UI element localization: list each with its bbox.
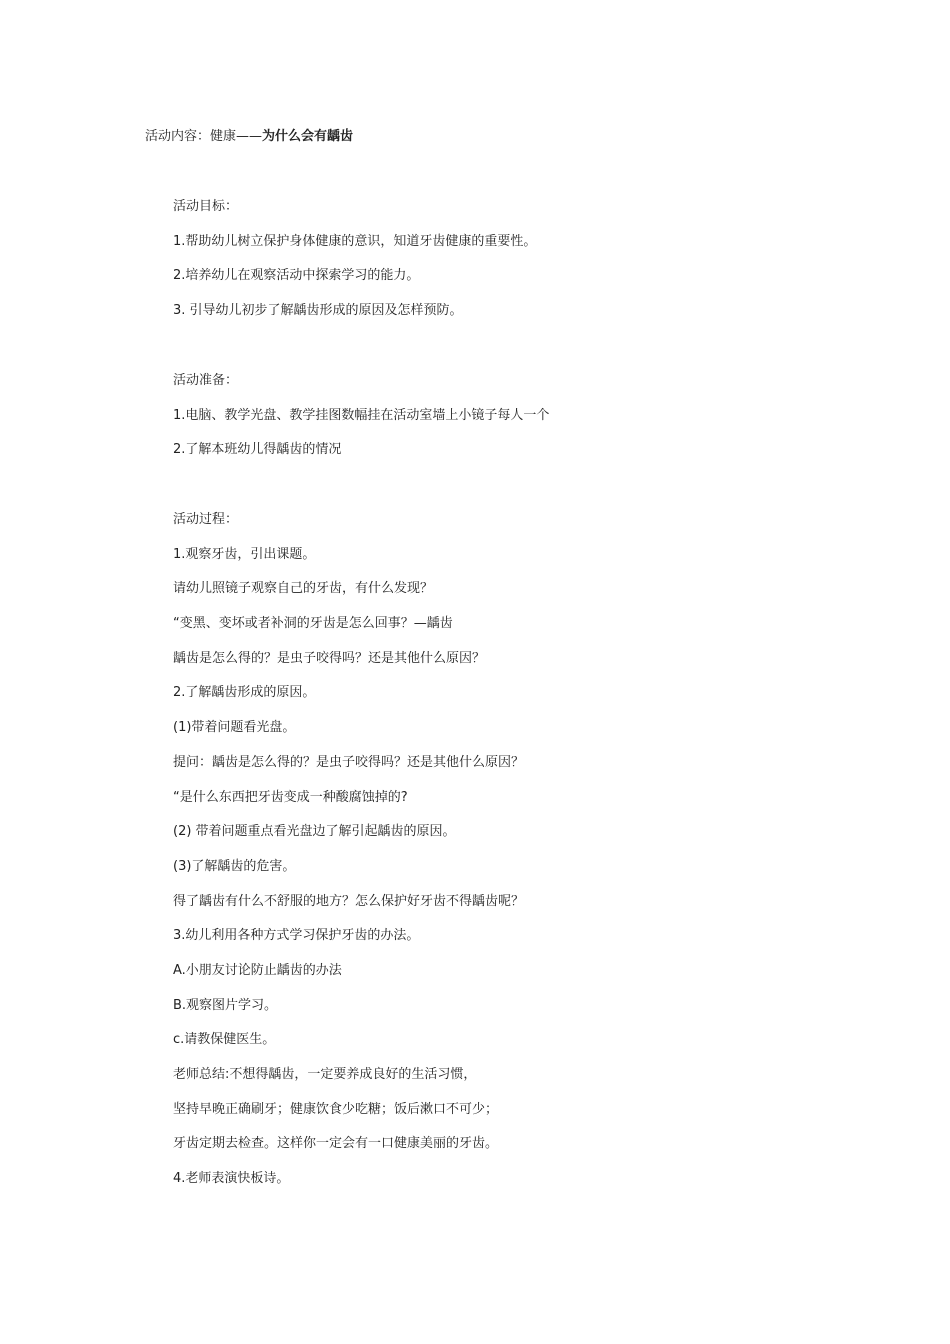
process-item: 请幼儿照镜子观察自己的牙齿，有什么发现？ <box>173 581 434 597</box>
goals-section <box>173 197 893 336</box>
process-item: (2) 带着问题重点看光盘边了解引起龋齿的原因。 <box>173 824 456 840</box>
process-item: 龋齿是怎么得的？是虫子咬得吗？还是其他什么原因？ <box>173 650 486 666</box>
process-item: 1.观察牙齿，引出课题。 <box>173 546 316 562</box>
preparation-item: 1.电脑、教学光盘、教学挂图数幅挂在活动室墙上小镜子每人一个 <box>173 407 550 423</box>
process-item: 提问：龋齿是怎么得的？是虫子咬得吗？还是其他什么原因？ <box>173 754 525 770</box>
process-heading: 活动过程： <box>173 512 239 527</box>
preparation-item: 2.了解本班幼儿得龋齿的情况 <box>173 442 342 458</box>
title-topic: 为什么会有龋齿 <box>262 129 354 144</box>
process-item: 牙齿定期去检查。这样你一定会有一口健康美丽的牙齿。 <box>173 1136 499 1152</box>
goal-item: 1.帮助幼儿树立保护身体健康的意识，知道牙齿健康的重要性。 <box>173 233 537 249</box>
process-item: (1)带着问题看光盘。 <box>173 720 296 736</box>
goals-heading: 活动目标： <box>173 199 239 214</box>
preparation-section <box>173 371 893 475</box>
process-item: 2.了解龋齿形成的原因。 <box>173 685 316 701</box>
preparation-heading: 活动准备： <box>173 373 239 388</box>
process-item: B.观察图片学习。 <box>173 997 278 1013</box>
process-item: “是什么东西把牙齿变成一种酸腐蚀掉的? <box>173 789 408 805</box>
process-item: 得了龋齿有什么不舒服的地方？怎么保护好牙齿不得龋齿呢？ <box>173 893 525 909</box>
title-prefix: 活动内容：健康—— <box>145 129 263 144</box>
process-item: 老师总结:不想得龋齿，一定要养成良好的生活习惯， <box>173 1067 477 1082</box>
process-item: (3)了解龋齿的危害。 <box>173 858 296 874</box>
page-title <box>145 127 353 147</box>
process-item: 4.老师表演快板诗。 <box>173 1171 290 1187</box>
goal-item: 2.培养幼儿在观察活动中探索学习的能力。 <box>173 268 420 284</box>
process-item: 3.幼儿利用各种方式学习保护牙齿的办法。 <box>173 928 420 944</box>
process-item: 坚持早晚正确刷牙；健康饮食少吃糖；饭后漱口不可少； <box>173 1101 499 1117</box>
process-item: c.请教保健医生。 <box>173 1032 276 1048</box>
goal-item: 3. 引导幼儿初步了解龋齿形成的原因及怎样预防。 <box>173 303 463 319</box>
process-item: “变黑、变坏或者补洞的牙齿是怎么回事？—龋齿 <box>173 616 453 632</box>
process-item: A.小朋友讨论防止龋齿的办法 <box>173 962 342 978</box>
process-section <box>173 510 893 1204</box>
